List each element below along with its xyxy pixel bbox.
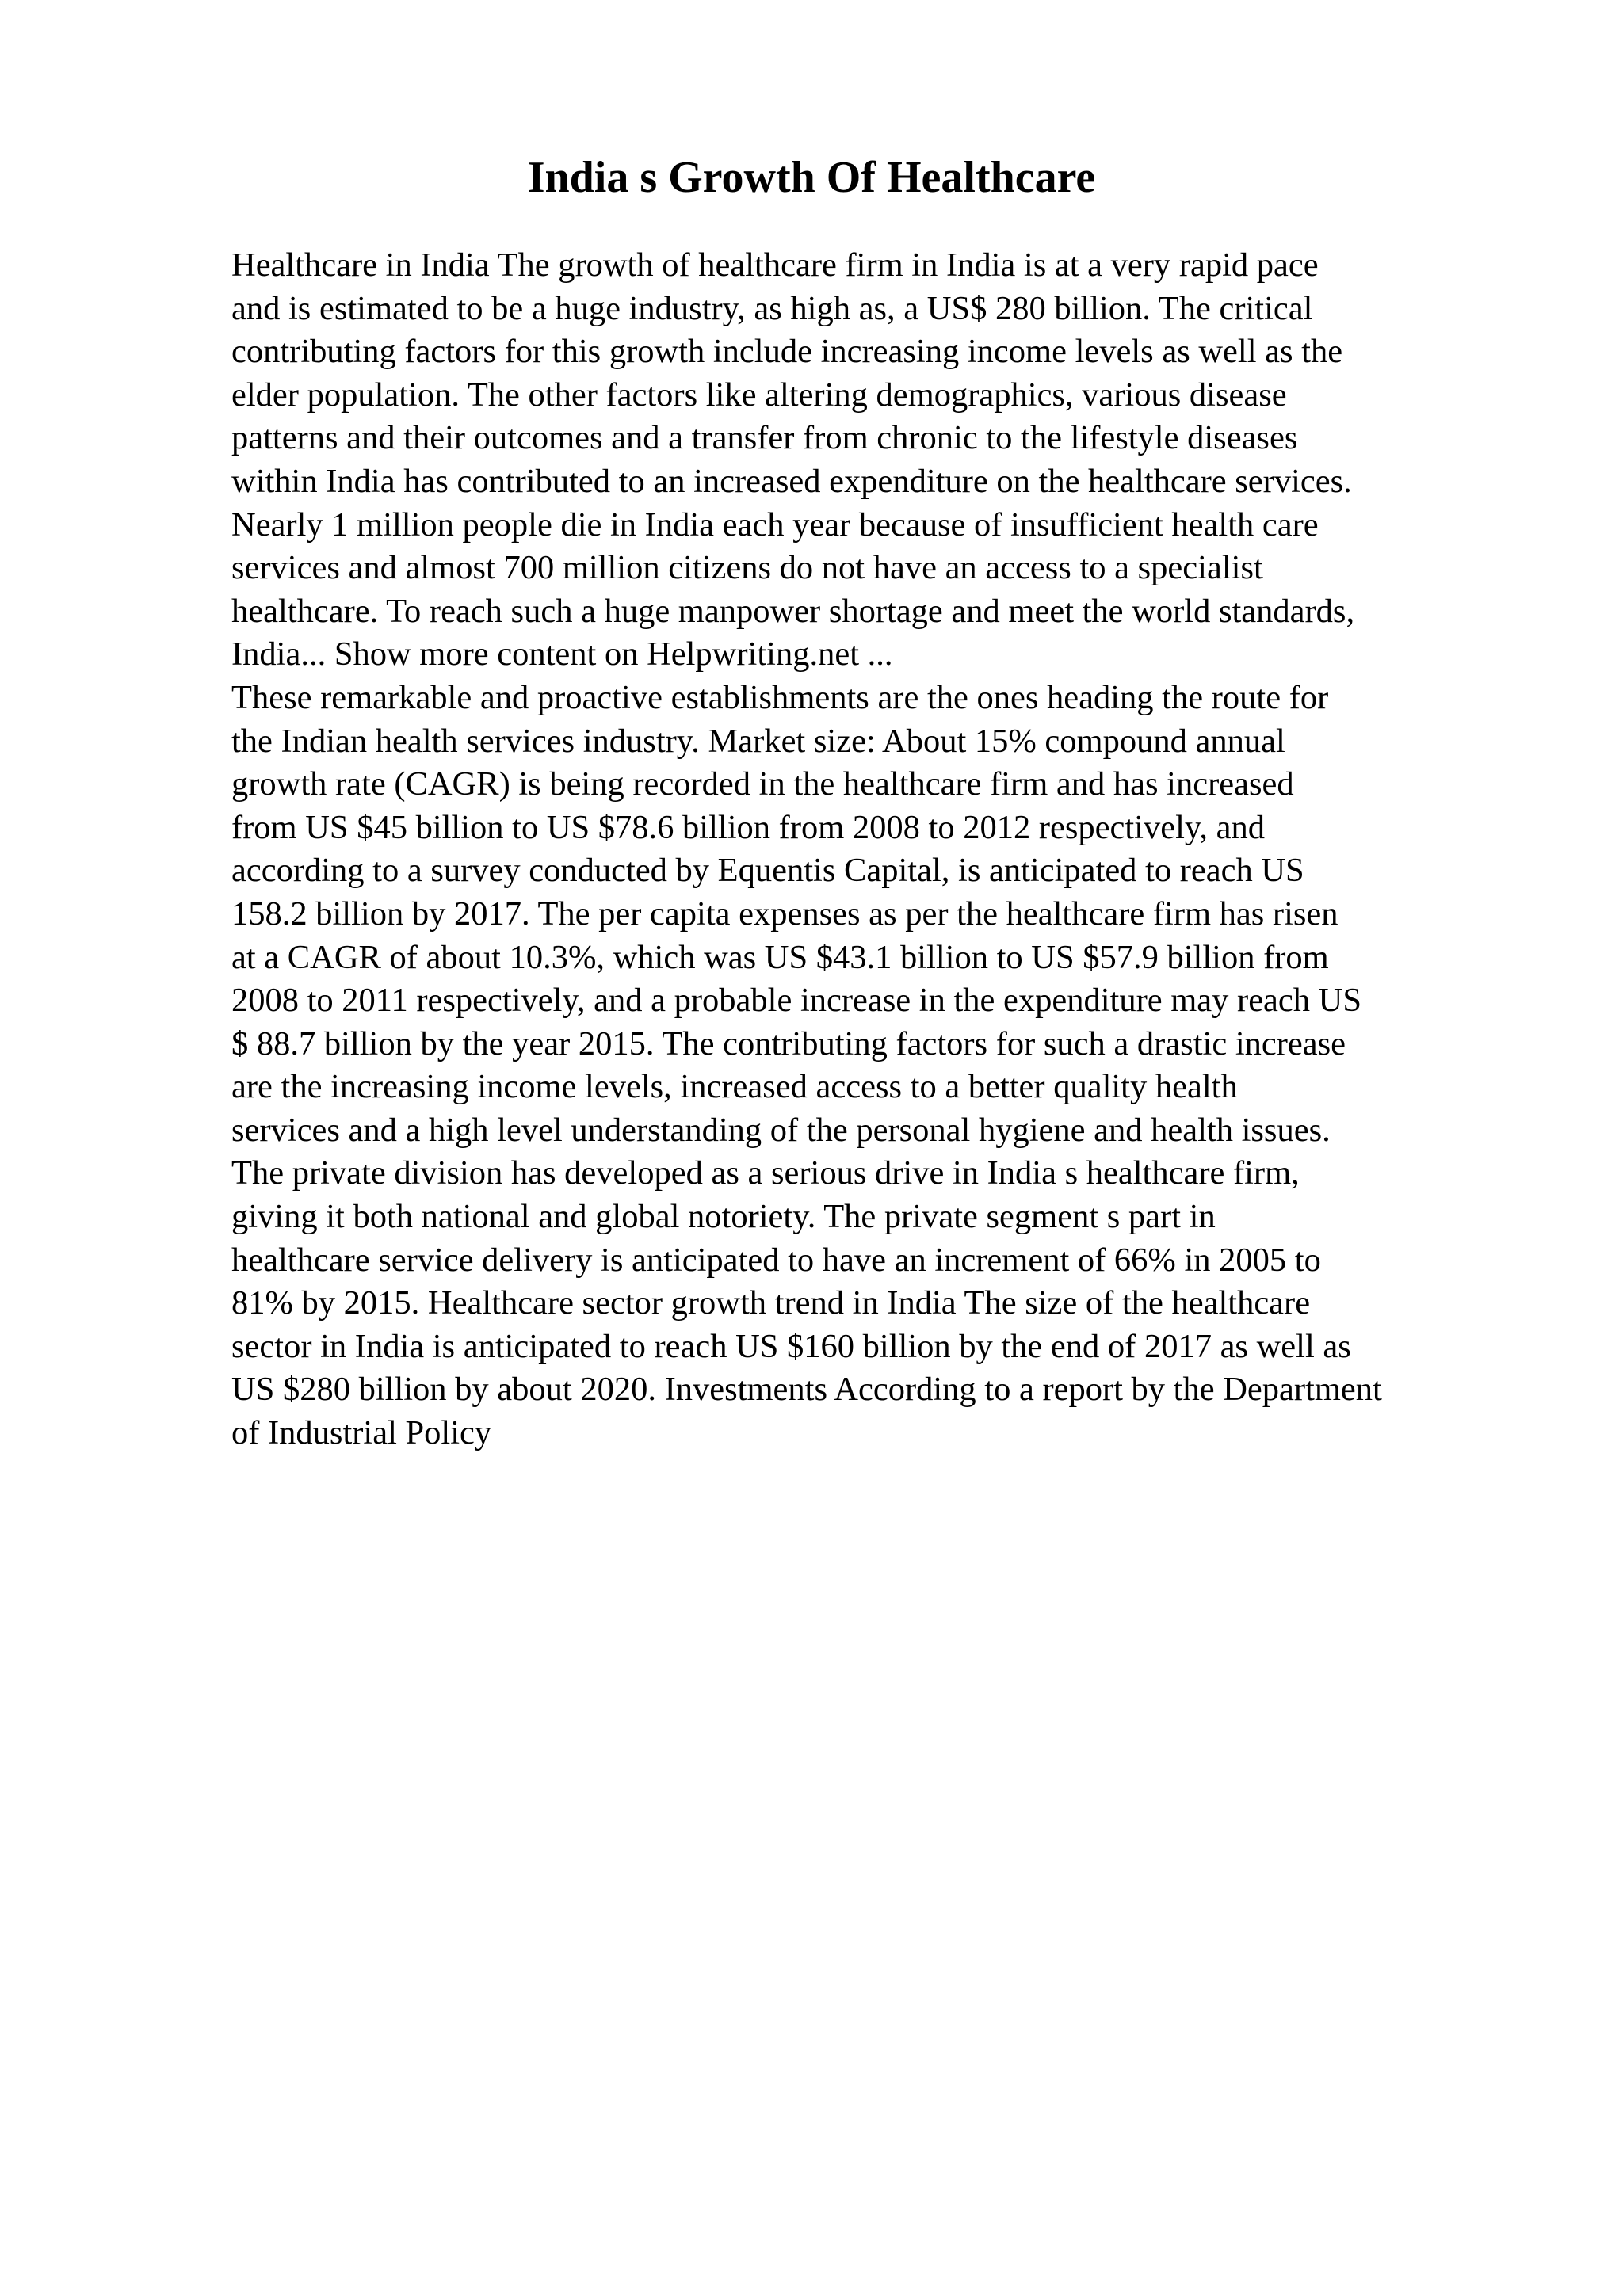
body-line: within India has contributed to an increased expenditure on the healthcare services. xyxy=(231,462,1352,500)
body-line: Nearly 1 million people die in India each year because of insufficient health care xyxy=(231,505,1319,543)
body-line: 2008 to 2011 respectively, and a probable increase in the expenditure may reach US xyxy=(231,982,1361,1020)
body-line: Healthcare in India The growth of healthcare firm in India is at a very rapid pace xyxy=(231,246,1319,284)
body-line: according to a survey conducted by Equentis Capital, is anticipated to reach US xyxy=(231,852,1304,890)
body-line: 158.2 billion by 2017. The per capita expenses as per the healthcare firm has risen xyxy=(231,894,1338,933)
body-line: services and almost 700 million citizens do not have an access to a specialist xyxy=(231,549,1263,587)
body-line: sector in India is anticipated to reach US $160 billion by the end of 2017 as well as xyxy=(231,1327,1351,1365)
body-line: healthcare service delivery is anticipated to have an increment of 66% in 2005 to xyxy=(231,1241,1321,1279)
body-line: US $280 billion by about 2020. Investments According to a report by the Department xyxy=(231,1371,1382,1409)
body-line: India... Show more content on Helpwriting.net ... xyxy=(231,635,893,673)
body-line: contributing factors for this growth include increasing income levels as well as the xyxy=(231,333,1343,371)
document-body xyxy=(231,244,1515,1455)
body-line: are the increasing income levels, increased access to a better quality health xyxy=(231,1068,1238,1106)
body-line: patterns and their outcomes and a transfer from chronic to the lifestyle diseases xyxy=(231,419,1298,457)
body-line: from US $45 billion to US $78.6 billion from 2008 to 2012 respectively, and xyxy=(231,808,1266,846)
body-line: healthcare. To reach such a huge manpower shortage and meet the world standards, xyxy=(231,592,1355,630)
body-line: at a CAGR of about 10.3%, which was US $43.1 billion to US $57.9 billion from xyxy=(231,938,1329,976)
body-line: These remarkable and proactive establishments are the ones heading the route for xyxy=(231,678,1329,716)
body-line: 81% by 2015. Healthcare sector growth trend in India The size of the healthcare xyxy=(231,1284,1311,1322)
body-line: the Indian health services industry. Market size: About 15% compound annual xyxy=(231,722,1285,760)
body-line: and is estimated to be a huge industry, as high as, a US$ 280 billion. The critical xyxy=(231,289,1313,327)
body-line: The private division has developed as a serious drive in India s healthcare firm, xyxy=(231,1154,1300,1192)
body-line: growth rate (CAGR) is being recorded in the healthcare firm and has increased xyxy=(231,765,1294,803)
body-line: $ 88.7 billion by the year 2015. The contributing factors for such a drastic increase xyxy=(231,1024,1346,1062)
body-line: of Industrial Policy xyxy=(231,1414,492,1452)
body-line: elder population. The other factors like altering demographics, various disease xyxy=(231,376,1287,414)
document-title: India s Growth Of Healthcare xyxy=(527,153,1096,202)
body-line: giving it both national and global notoriety. The private segment s part in xyxy=(231,1198,1216,1236)
body-line: services and a high level understanding of the personal hygiene and health issues. xyxy=(231,1111,1331,1149)
